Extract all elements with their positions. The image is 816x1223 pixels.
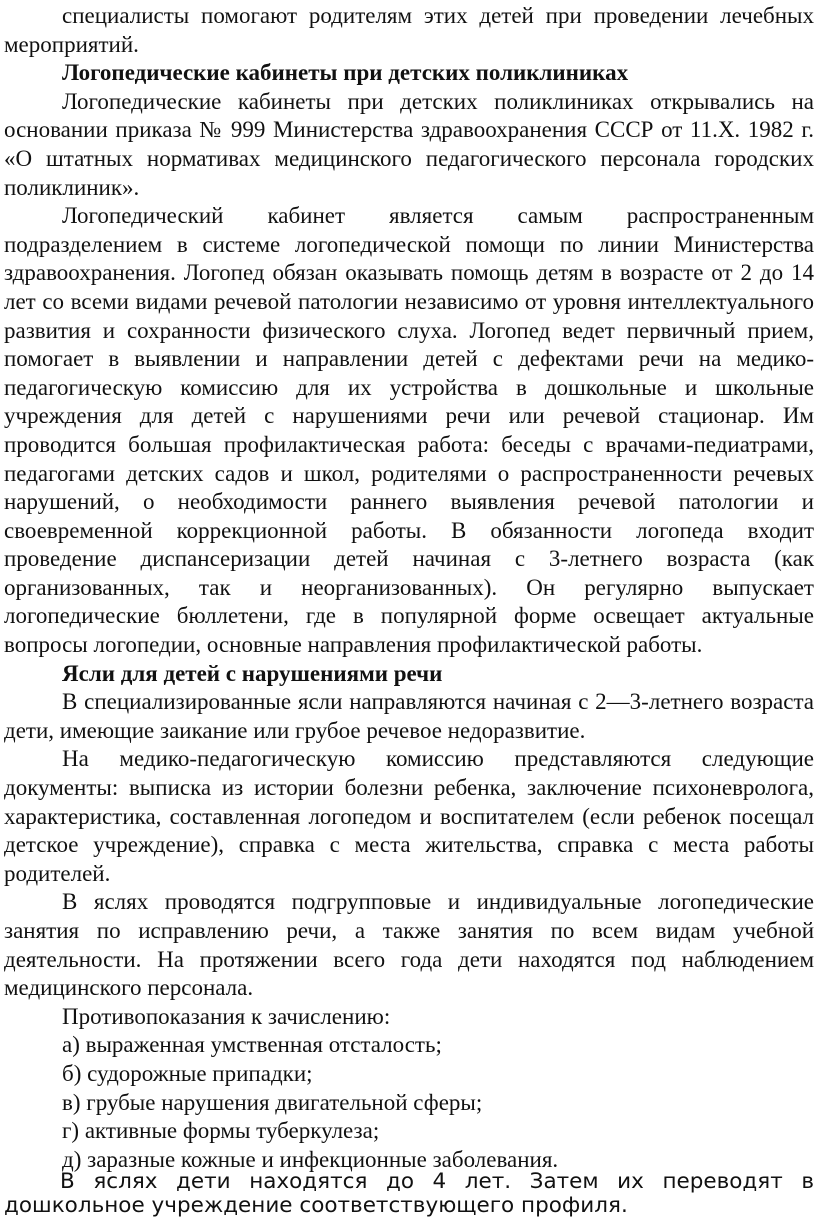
paragraph-commission-documents: На медико-педагогическую комиссию представляются следующие документы: выписка из истории болезни ребенка, заключение психоневролога, характеристика, составленная логопедом и воспитателем (если ребенок посещал детское учреждение), справка с места жительства, справка с места работы родителей. <box>4 746 814 886</box>
list-item: а) выраженная умственная отсталость; <box>62 1032 442 1058</box>
list-item: г) активные формы туберкулеза; <box>62 1118 380 1144</box>
paragraph-speech-therapy-room-duties: Логопедический кабинет является самым распространенным подразделением в системе логопедической помощи по линии Министерства здравоохранения. Логопед обязан оказывать помощь детям в возрасте от 2 до 14 лет со всеми видами речевой патологии независимо от уровня интеллектуального развития и сохранности физического слуха. Логопед ведет первичный прием, помогает в выявлении и направлении детей с дефектами речи на медико-педагогическую комиссию для их устройства в дошкольные и школьные учреждения для детей с нарушениями речи или речевой стационар. Им проводится большая профилактическая работа: беседы с врачами-педиатрами, педагогами детских садов и школ, родителями о распространенности речевых нарушений, о необходимости раннего выявления речевой патологии и своевременной коррекционной работы. В обязанности логопеда входит проведение диспансеризации детей начиная с 3-летнего возраста (как организованных, так и неорганизованных). Он регулярно выпускает логопедические бюллетени, где в популярной форме освещает актуальные вопросы логопедии, основные направления профилактической работы. <box>4 203 814 658</box>
paragraph-nursery-admission: В специализированные ясли направляются начиная с 2—3-летнего возраста дети, имеющие заикание или грубое речевое недоразвитие. <box>4 689 814 743</box>
section-heading-speech-therapy-rooms: Логопедические кабинеты при детских поликлиниках <box>62 60 629 86</box>
list-item: д) заразные кожные и инфекционные заболевания. <box>62 1146 559 1172</box>
section-heading-nursery: Ясли для детей с нарушениями речи <box>62 660 443 686</box>
paragraph-order-999: Логопедические кабинеты при детских поликлиниках открывались на основании приказа № 999 Министерства здравоохранения СССР от 11.X. 1982 г. «О штатных нормативах медицинского педагогического персонала городских поликлиник». <box>4 88 814 200</box>
paragraph-intro: специалисты помогают родителям этих детей при проведении лечебных мероприятий. <box>4 3 814 57</box>
list-item: в) грубые нарушения двигательной сферы; <box>62 1089 483 1115</box>
contraindications-list <box>4 1031 814 1174</box>
contraindications-title: Противопоказания к зачислению: <box>62 1003 391 1029</box>
closing-text-line-1: В яслях дети находятся до 4 лет. Затем их переводят в <box>60 1169 814 1194</box>
list-item: б) судорожные припадки; <box>62 1060 313 1086</box>
closing-text-line-2: дошкольное учреждение соответствующего профиля. <box>4 1193 628 1218</box>
paragraph-nursery-classes: В яслях проводятся подгрупповые и индивидуальные логопедические занятия по исправлению речи, а также занятия по всем видам учебной деятельности. На протяжении всего года дети находятся под наблюдением медицинского персонала. <box>4 889 814 1001</box>
